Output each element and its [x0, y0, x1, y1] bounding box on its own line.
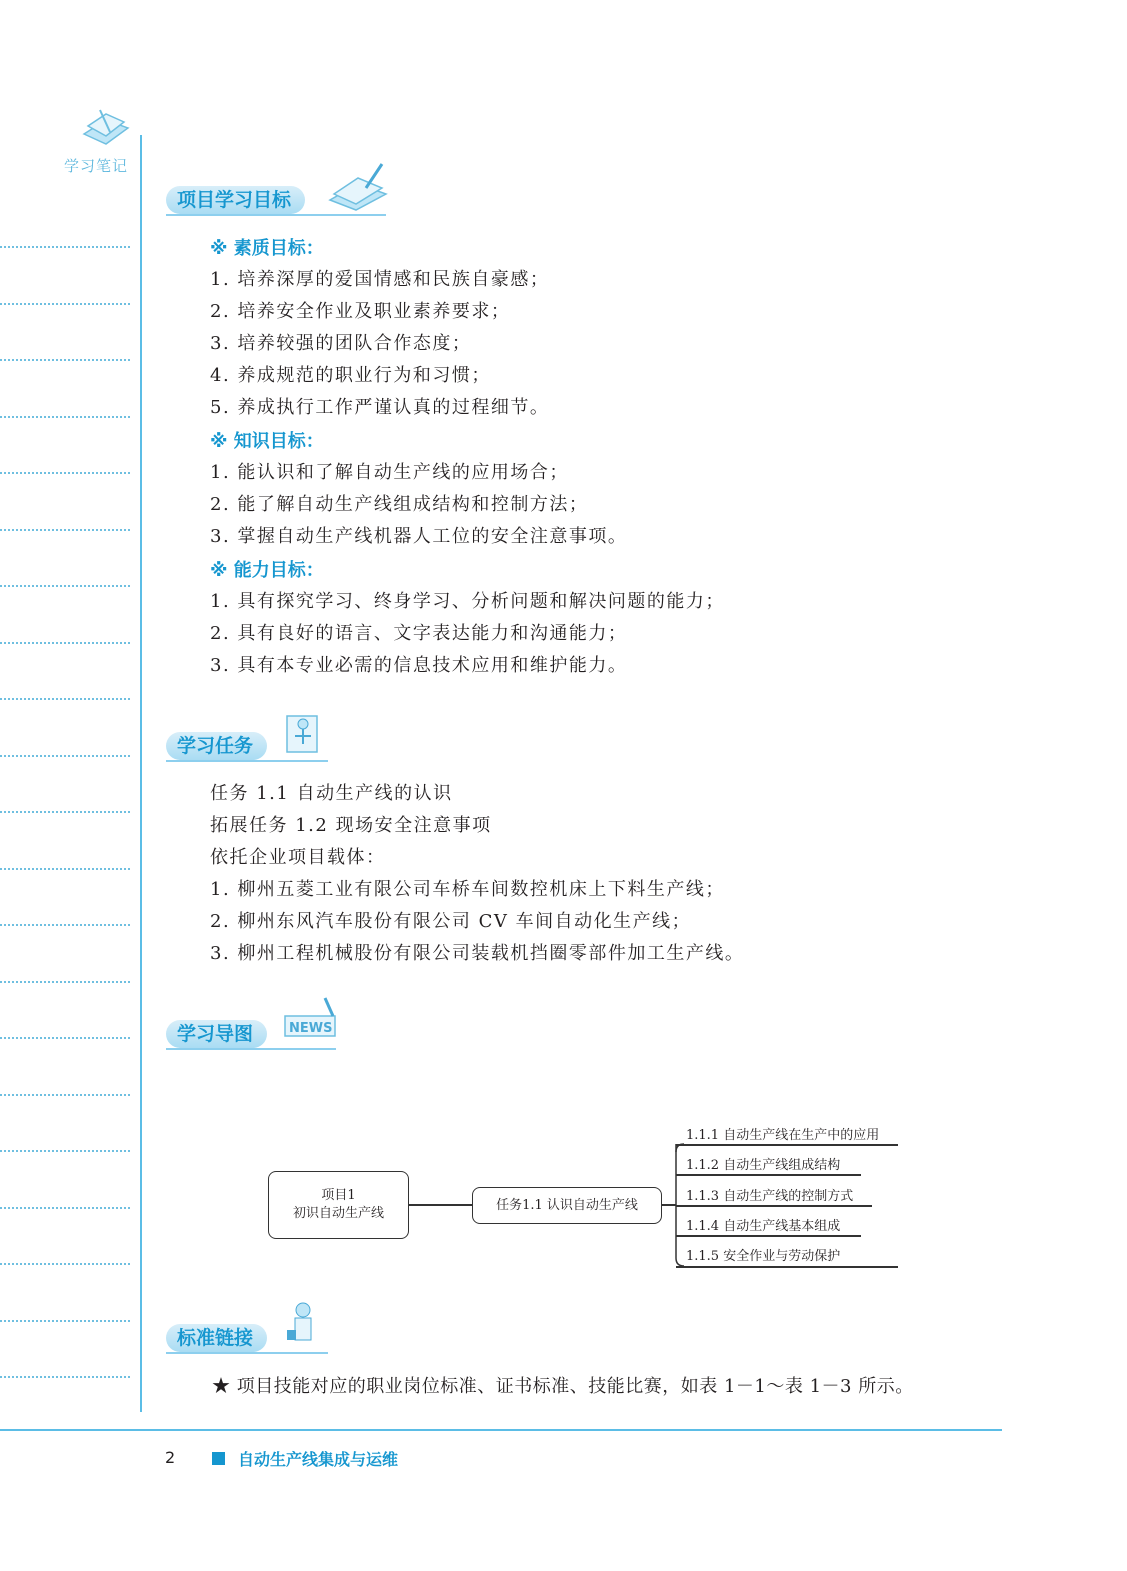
list-item: 2. 培养安全作业及职业素养要求； — [210, 301, 511, 322]
mindmap-leaf: 1.1.2 自动生产线组成结构 — [686, 1158, 841, 1173]
svg-text:NEWS: NEWS — [289, 1021, 333, 1036]
list-item: 1. 能认识和了解自动生产线的应用场合； — [210, 462, 569, 483]
section-title: 标准链接 — [166, 1324, 267, 1352]
list-item: 2. 具有良好的语言、文字表达能力和沟通能力； — [210, 623, 628, 644]
mindmap-task: 任务1.1 认识自动生产线 — [472, 1187, 662, 1224]
mindmap-leaf: 1.1.1 自动生产线在生产中的应用 — [686, 1128, 880, 1143]
section-title: 项目学习目标 — [166, 186, 305, 214]
list-item: 3. 掌握自动生产线机器人工位的安全注意事项。 — [210, 526, 628, 547]
task-line: 拓展任务 1.2 现场安全注意事项 — [210, 815, 492, 836]
list-item: 1. 具有探究学习、终身学习、分析问题和解决问题的能力； — [210, 591, 725, 612]
notes-label: 学习笔记 — [64, 157, 129, 175]
book-title: 自动生产线集成与运维 — [238, 1450, 399, 1469]
list-item: 5. 养成执行工作严谨认真的过程细节。 — [210, 397, 550, 418]
standards-text: ★ 项目技能对应的职业岗位标准、证书标准、技能比赛，如表 1－1～表 1－3 所示。 — [212, 1376, 914, 1397]
ability-goals-heading: ※ 能力目标： — [210, 560, 324, 581]
list-item: 2. 能了解自动生产线组成结构和控制方法； — [210, 494, 589, 515]
task-line: 2. 柳州东风汽车股份有限公司 CV 车间自动化生产线； — [210, 911, 692, 932]
book-pen-icon — [328, 160, 388, 214]
quality-goals-heading: ※ 素质目标： — [210, 238, 324, 259]
task-line: 1. 柳州五菱工业有限公司车桥车间数控机床上下料生产线； — [210, 879, 725, 900]
task-line: 依托企业项目载体： — [210, 847, 386, 868]
footer-square-icon — [212, 1452, 225, 1465]
mindmap-leaf: 1.1.4 自动生产线基本组成 — [686, 1219, 841, 1234]
list-item: 3. 具有本专业必需的信息技术应用和维护能力。 — [210, 655, 628, 676]
mindmap-leaf: 1.1.5 安全作业与劳动保护 — [686, 1249, 841, 1264]
margin-divider — [140, 135, 142, 1412]
notes-book-icon — [80, 108, 130, 154]
list-item: 3. 培养较强的团队合作态度； — [210, 333, 472, 354]
study-figure-icon — [281, 706, 327, 760]
person-icon — [281, 1298, 327, 1352]
section-title: 学习任务 — [166, 732, 267, 760]
mindmap-leaf: 1.1.3 自动生产线的控制方式 — [686, 1189, 854, 1204]
list-item: 4. 养成规范的职业行为和习惯； — [210, 365, 491, 386]
section-title: 学习导图 — [166, 1020, 267, 1048]
task-line: 任务 1.1 自动生产线的认识 — [210, 783, 453, 804]
footer-divider — [0, 1429, 1002, 1431]
connector — [408, 1204, 472, 1206]
knowledge-goals-heading: ※ 知识目标： — [210, 431, 324, 452]
mindmap-root: 项目1 初识自动生产线 — [268, 1171, 409, 1239]
list-item: 1. 培养深厚的爱国情感和民族自豪感； — [210, 269, 550, 290]
task-line: 3. 柳州工程机械股份有限公司装载机挡圈零部件加工生产线。 — [210, 943, 745, 964]
page-number: 2 — [165, 1448, 176, 1467]
news-icon — [281, 994, 341, 1048]
